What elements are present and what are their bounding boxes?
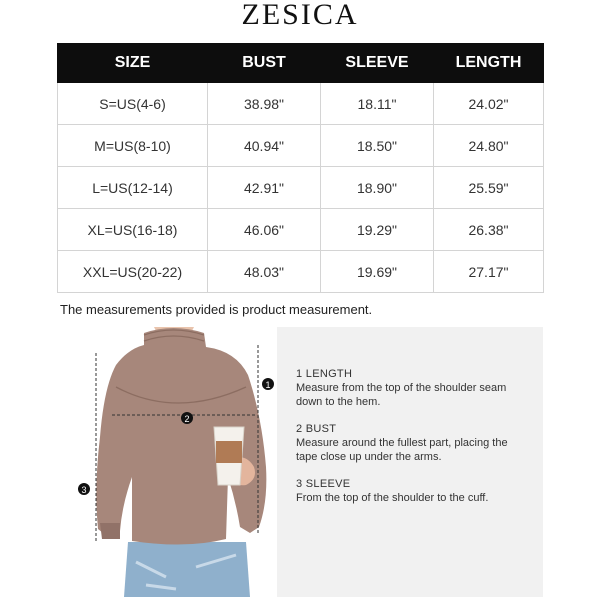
table-row [58,125,544,167]
length-cell: 26.38" [434,209,544,251]
instruction-title: 1 LENGTH [296,368,353,380]
length-cell: 24.80" [434,125,544,167]
instruction-text: Measure from the top of the shoulder seam down to the hem. [296,382,507,408]
bust-cell: 46.06" [208,209,321,251]
size-cell: XL=US(16-18) [58,209,208,251]
header-length: LENGTH [434,44,544,83]
marker-2: 2 [184,414,190,424]
header-size: SIZE [58,44,208,83]
bust-cell: 48.03" [208,251,321,293]
instruction-text: Measure around the fullest part, placing the tape close up under the arms. [296,437,508,463]
header-bust: BUST [208,44,321,83]
sleeve-cell: 18.50" [321,125,434,167]
sleeve-cell: 19.29" [321,209,434,251]
instruction-sleeve [296,477,536,505]
bust-cell: 40.94" [208,125,321,167]
size-cell: L=US(12-14) [58,167,208,209]
table-row [58,83,544,125]
size-chart-header-row [58,44,544,83]
jeans [124,542,250,597]
brand-logo: ZESICA [241,0,359,31]
sweater-illustration [76,327,276,597]
size-chart-table [57,43,544,293]
length-cell: 25.59" [434,167,544,209]
table-row [58,209,544,251]
size-cell: M=US(8-10) [58,125,208,167]
instruction-title: 3 SLEEVE [296,478,351,490]
length-cell: 24.02" [434,83,544,125]
measurement-instructions-panel [277,327,543,597]
measurement-note: The measurements provided is product measurement. [60,302,373,317]
size-cell: S=US(4-6) [58,83,208,125]
instruction-title: 2 BUST [296,423,337,435]
table-row [58,251,544,293]
length-cell: 27.17" [434,251,544,293]
marker-1: 1 [265,380,271,390]
marker-3: 3 [81,485,87,495]
header-sleeve: SLEEVE [321,44,434,83]
sleeve-cell: 18.11" [321,83,434,125]
table-row [58,167,544,209]
bust-cell: 38.98" [208,83,321,125]
instruction-length [296,367,516,409]
sleeve-cell: 19.69" [321,251,434,293]
bust-cell: 42.91" [208,167,321,209]
size-cell: XXL=US(20-22) [58,251,208,293]
instruction-bust [296,422,528,464]
sleeve-cell: 18.90" [321,167,434,209]
instruction-text: From the top of the shoulder to the cuff. [296,492,489,504]
